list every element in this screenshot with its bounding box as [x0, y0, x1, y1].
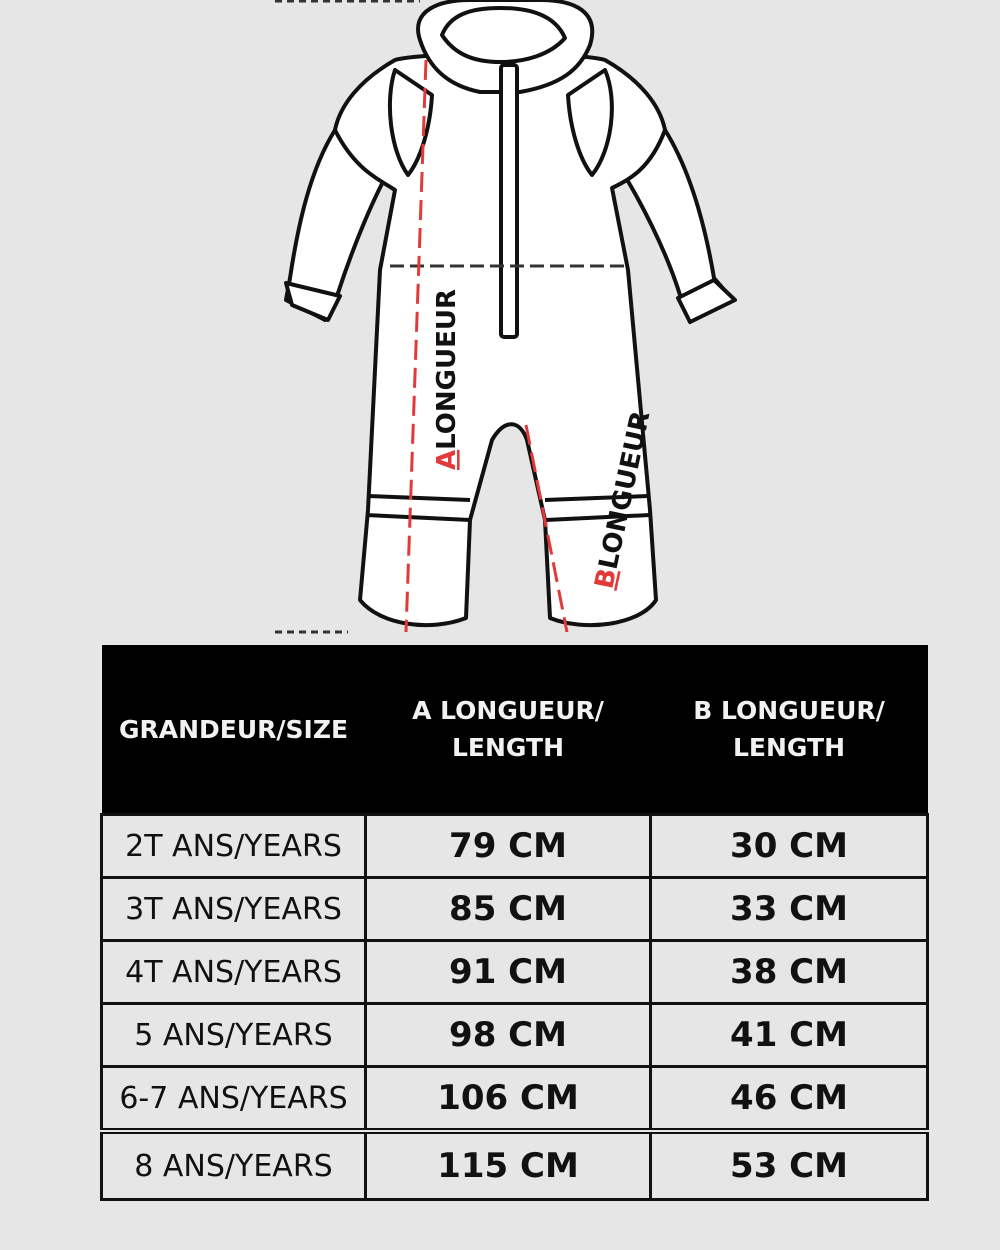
label-a [432, 289, 462, 470]
table-row [102, 1004, 928, 1067]
snowsuit-icon [286, 0, 735, 625]
label-a-word: LONGUEUR [432, 289, 462, 450]
a-length-cell: 115 CM [366, 1131, 651, 1200]
label-a-letter: A [432, 449, 462, 470]
header-a-length [366, 645, 651, 815]
size-cell: 3T ANS/YEARS [102, 878, 366, 941]
size-cell: 2T ANS/YEARS [102, 815, 366, 878]
b-length-cell: 30 CM [651, 815, 928, 878]
a-length-cell: 79 CM [366, 815, 651, 878]
label-b-word: LONGUEUR [593, 408, 657, 573]
table-header-row [102, 645, 928, 815]
a-length-cell: 85 CM [366, 878, 651, 941]
b-length-cell: 38 CM [651, 941, 928, 1004]
b-length-cell: 41 CM [651, 1004, 928, 1067]
header-b-line1: B LONGUEUR/ [693, 696, 885, 725]
a-length-cell: 106 CM [366, 1067, 651, 1132]
b-length-cell: 46 CM [651, 1067, 928, 1132]
label-b-letter: B [589, 565, 623, 592]
size-cell: 5 ANS/YEARS [102, 1004, 366, 1067]
header-b-length [651, 645, 928, 815]
a-length-cell: 98 CM [366, 1004, 651, 1067]
table-row [102, 878, 928, 941]
a-length-cell: 91 CM [366, 941, 651, 1004]
header-b-line2: LENGTH [733, 733, 845, 762]
header-size: GRANDEUR/SIZE [102, 645, 366, 815]
table-row [102, 1131, 928, 1200]
table-row [102, 815, 928, 878]
size-cell: 8 ANS/YEARS [102, 1131, 366, 1200]
header-a-line2: LENGTH [452, 733, 564, 762]
table-row [102, 941, 928, 1004]
header-a-line1: A LONGUEUR/ [412, 696, 604, 725]
size-cell: 4T ANS/YEARS [102, 941, 366, 1004]
size-cell: 6-7 ANS/YEARS [102, 1067, 366, 1132]
b-length-cell: 53 CM [651, 1131, 928, 1200]
size-chart-table [100, 645, 929, 1201]
table-row [102, 1067, 928, 1132]
b-length-cell: 33 CM [651, 878, 928, 941]
